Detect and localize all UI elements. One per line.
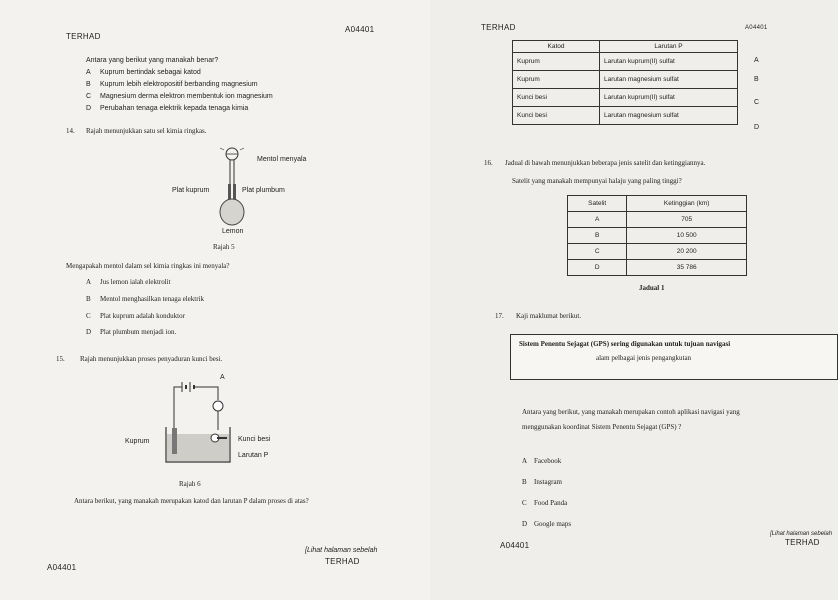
option-text: Kuprum bertindak sebagai katod <box>100 69 201 76</box>
option-row <box>86 312 185 320</box>
option-row <box>522 457 561 465</box>
lemon-icon <box>220 199 244 225</box>
bulb-icon <box>220 148 244 166</box>
label-key: Kunci besi <box>238 436 271 443</box>
header-code: A04401 <box>745 25 768 31</box>
table-row <box>513 89 738 107</box>
question-number: 17. <box>495 312 504 320</box>
table-cell: 705 <box>627 212 747 228</box>
option-text: Instagram <box>534 478 562 486</box>
table-cell: Kuprum <box>513 53 600 71</box>
option-text: Kuprum lebih elektropositif berbanding magnesium <box>100 81 258 88</box>
question-stem: Kaji maklumat berikut. <box>516 312 582 320</box>
table-cell: A <box>568 212 627 228</box>
question-text: Satelit yang manakah mempunyai halaju yang paling tinggi? <box>512 177 682 185</box>
right-page <box>430 0 838 600</box>
answer-table <box>512 40 738 125</box>
option-row <box>86 328 176 336</box>
option-text: Mentol menghasilkan tenaga elektrik <box>100 295 204 303</box>
option-letter: A <box>86 69 91 76</box>
question-stem: Jadual di bawah menunjukkan beberapa jenis satelit dan ketinggiannya. <box>505 159 706 167</box>
question-text: Mengapakah mentol dalam sel kimia ringkas ini menyala? <box>66 262 230 270</box>
ammeter-icon <box>213 401 223 411</box>
option-row <box>86 81 258 88</box>
option-letter: B <box>522 478 527 486</box>
footer-terhad: TERHAD <box>325 557 360 566</box>
option-row <box>522 499 567 507</box>
answer-letter: C <box>754 99 760 106</box>
table-cell: C <box>568 244 627 260</box>
answer-letter: A <box>754 57 759 64</box>
option-text: Plat kuprum adalah konduktor <box>100 312 185 320</box>
option-row <box>86 295 204 303</box>
question-number: 15. <box>56 355 65 363</box>
table-cell: 10 500 <box>627 228 747 244</box>
option-row <box>86 69 201 76</box>
option-text: Google maps <box>534 520 572 528</box>
option-letter: B <box>86 81 91 88</box>
battery-icon <box>182 382 194 392</box>
footer-code: A04401 <box>500 541 530 550</box>
info-line: Sistem Penentu Sejagat (GPS) sering digunakan untuk tujuan navigasi <box>519 340 731 348</box>
satellite-table <box>567 195 747 276</box>
table-row <box>513 53 738 71</box>
option-letter: C <box>86 93 92 100</box>
table-cell: 35 786 <box>627 260 747 276</box>
option-letter: D <box>86 328 92 336</box>
footer-note: [Lihat halaman sebelah <box>770 531 833 537</box>
table-cell: Larutan magnesium sulfat <box>600 71 738 89</box>
table-cell: Kunci besi <box>513 89 600 107</box>
table-cell: Kuprum <box>513 71 600 89</box>
option-row <box>86 278 171 286</box>
option-letter: B <box>86 295 91 303</box>
option-text: Magnesium derma elektron membentuk ion magnesium <box>100 93 273 100</box>
table-cell: Kunci besi <box>513 107 600 125</box>
table-row <box>513 107 738 125</box>
option-row <box>522 520 571 528</box>
table-cell: D <box>568 260 627 276</box>
electroplating-diagram <box>160 372 240 472</box>
table-cell: 20 200 <box>627 244 747 260</box>
info-box <box>510 334 838 380</box>
question-text: menggunakan koordinat Sistem Penentu Sejagat (GPS) ? <box>522 423 682 431</box>
table-header: Satelit <box>568 196 627 212</box>
table-header: Katod <box>513 41 600 53</box>
table-row <box>568 260 747 276</box>
label-lemon: Lemon <box>222 228 244 235</box>
question-stem: Rajah menunjukkan satu sel kimia ringkas. <box>86 127 207 135</box>
question-text: Antara yang berikut, yang manakah merupakan contoh aplikasi navigasi yang <box>522 408 740 416</box>
label-menthol: Mentol menyala <box>257 156 307 163</box>
table-header: Larutan P <box>600 41 738 53</box>
option-text: Jus lemon ialah elektrolit <box>100 278 171 286</box>
footer-note: [Lihat halaman sebelah <box>305 547 378 554</box>
info-line: alam pelbagai jenis pengangkutan <box>596 354 692 362</box>
header-terhad: TERHAD <box>66 32 101 41</box>
table-header-row <box>568 196 747 212</box>
question-stem: Antara yang berikut yang manakah benar? <box>86 57 219 64</box>
option-row <box>522 478 562 486</box>
question-text: Antara berikut, yang manakah merupakan katod dan larutan P dalam proses di atas? <box>74 497 309 505</box>
label-solution: Larutan P <box>238 452 269 459</box>
option-letter: D <box>522 520 528 528</box>
header-terhad: TERHAD <box>481 23 516 32</box>
option-letter: A <box>86 278 92 286</box>
footer-terhad: TERHAD <box>785 538 820 547</box>
answer-letter: D <box>754 124 760 131</box>
table-row <box>568 228 747 244</box>
table-header-row <box>513 41 738 53</box>
table-caption: Jadual 1 <box>639 284 665 292</box>
question-number: 16. <box>484 159 493 167</box>
copper-plate <box>172 428 177 454</box>
label-lead: Plat plumbum <box>242 187 285 194</box>
label-copper: Plat kuprum <box>172 187 210 194</box>
option-text: Facebook <box>534 457 562 465</box>
figure-caption: Rajah 6 <box>179 480 201 488</box>
footer-code: A04401 <box>47 563 77 572</box>
question-number: 14. <box>66 127 75 135</box>
table-row <box>568 212 747 228</box>
label-ammeter: A <box>220 374 225 381</box>
option-letter: D <box>86 105 92 112</box>
answer-letter: B <box>754 76 759 83</box>
table-cell: Larutan kuprum(II) sulfat <box>600 89 738 107</box>
label-copper: Kuprum <box>125 438 150 445</box>
option-text: Plat plumbum menjadi ion. <box>100 328 177 336</box>
option-letter: C <box>86 312 91 320</box>
figure-caption: Rajah 5 <box>213 243 235 251</box>
table-cell: B <box>568 228 627 244</box>
header-code: A04401 <box>345 25 375 34</box>
option-row <box>86 105 248 112</box>
option-text: Food Panda <box>534 499 568 507</box>
option-letter: A <box>522 457 528 465</box>
table-header: Ketinggian (km) <box>627 196 747 212</box>
question-stem: Rajah menunjukkan proses penyaduran kunci besi. <box>80 355 223 363</box>
option-row <box>86 93 273 100</box>
option-text: Perubahan tenaga elektrik kepada tenaga kimia <box>100 105 249 112</box>
table-cell: Larutan magnesium sulfat <box>600 107 738 125</box>
table-row <box>568 244 747 260</box>
table-row <box>513 71 738 89</box>
option-letter: C <box>522 499 527 507</box>
table-cell: Larutan kuprum(II) sulfat <box>600 53 738 71</box>
